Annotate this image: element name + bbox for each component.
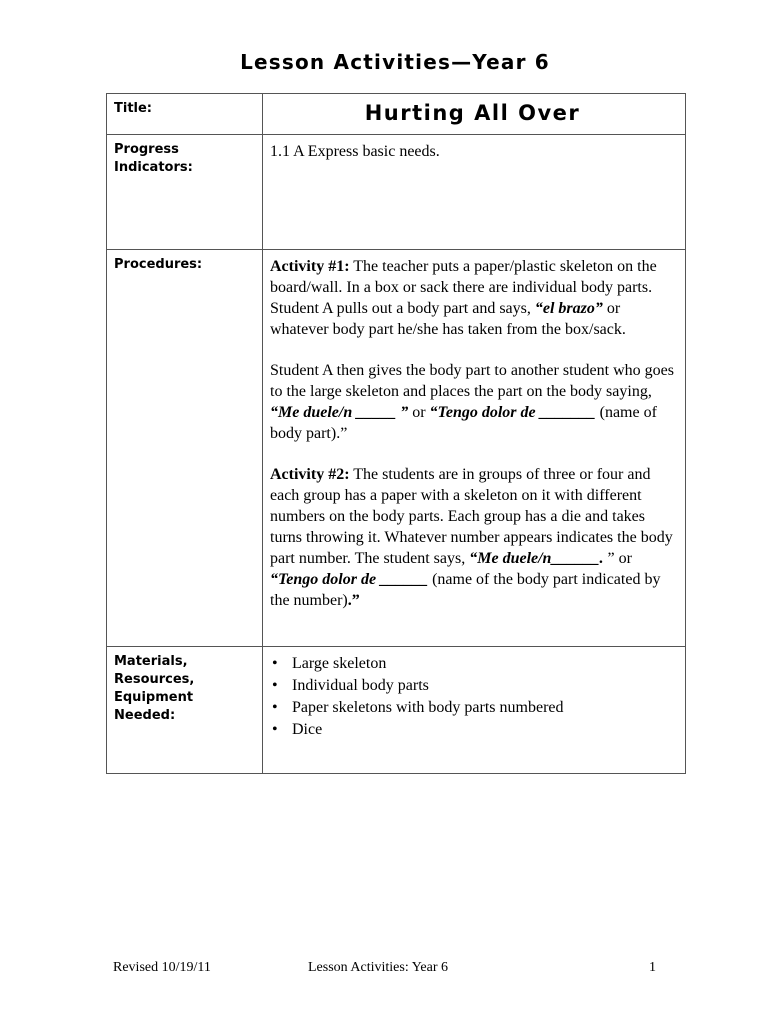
- activity2-heading: Activity #2:: [270, 466, 350, 483]
- materials-label-line2: Resources,: [114, 672, 195, 687]
- activity2-phrase1: “Me duele/n______.: [469, 550, 604, 567]
- activity1-p2-or: or: [408, 404, 430, 421]
- activity1-p2-phrase1: “Me duele/n _____ ”: [270, 404, 409, 421]
- activity1-phrase: “el brazo”: [534, 300, 603, 317]
- title-row: [107, 94, 686, 135]
- activity2-quote-close: ”: [603, 550, 615, 567]
- activity2-or: or: [614, 550, 632, 567]
- activity1-heading: Activity #1:: [270, 258, 350, 275]
- activity2-text-b: (name of the body part indicated by the number): [270, 571, 661, 609]
- document-heading: Lesson Activities—Year 6: [240, 50, 550, 74]
- progress-row: [107, 135, 686, 250]
- list-item: • Large skeleton: [292, 653, 675, 675]
- list-item: • Dice: [292, 719, 675, 741]
- activity1-p2-phrase2: “Tengo dolor de _______: [429, 404, 596, 421]
- procedures-cell: [263, 250, 686, 647]
- activity2-phrase2: “Tengo dolor de ______: [270, 571, 429, 588]
- list-item: • Paper skeletons with body parts numbered: [292, 697, 675, 719]
- progress-label-line2: Indicators:: [114, 160, 193, 175]
- materials-label-line3: Equipment: [114, 690, 194, 705]
- activity1-paragraph2: [270, 360, 675, 444]
- footer-revised: Revised 10/19/11: [113, 960, 211, 975]
- materials-row: [107, 647, 686, 774]
- activity1-p2-end: (name of body part).”: [270, 404, 657, 442]
- procedures-label: Procedures:: [107, 250, 263, 647]
- activity1-p2-a: Student A then gives the body part to another student who goes to the large skeleton and places the part on the body saying,: [270, 362, 674, 400]
- progress-label: [107, 135, 263, 250]
- activity1-text-a: The teacher puts a paper/plastic skeleton on the board/wall. In a box or sack there are individual body parts. Student A pulls out a body part and says,: [270, 258, 657, 317]
- activity2-paragraph: [270, 464, 675, 611]
- materials-cell: [263, 647, 686, 774]
- activity1-paragraph: [270, 256, 675, 340]
- footer-page-number: 1: [649, 960, 656, 975]
- materials-label-line1: Materials,: [114, 654, 188, 669]
- footer-center: Lesson Activities: Year 6: [308, 960, 448, 975]
- materials-label: [107, 647, 263, 774]
- activity1-text-b: or whatever body part he/she has taken from the box/sack.: [270, 300, 626, 338]
- lesson-title: Hurting All Over: [364, 101, 581, 125]
- materials-list: [270, 653, 675, 741]
- title-cell: [263, 94, 686, 135]
- activity2-text-a: The students are in groups of three or four and each group has a paper with a skeleton on it with different numbers on the body parts. Each group has a die and takes turns throwing it. Whatever number appears indicates the body part number. The student says,: [270, 466, 673, 567]
- procedures-row: [107, 250, 686, 647]
- activity2-end: .”: [347, 592, 360, 609]
- lesson-table: [106, 93, 686, 774]
- progress-value: 1.1 A Express basic needs.: [263, 135, 686, 250]
- materials-label-line4: Needed:: [114, 708, 176, 723]
- title-label: Title:: [107, 94, 263, 135]
- progress-label-line1: Progress: [114, 142, 179, 157]
- list-item: • Individual body parts: [292, 675, 675, 697]
